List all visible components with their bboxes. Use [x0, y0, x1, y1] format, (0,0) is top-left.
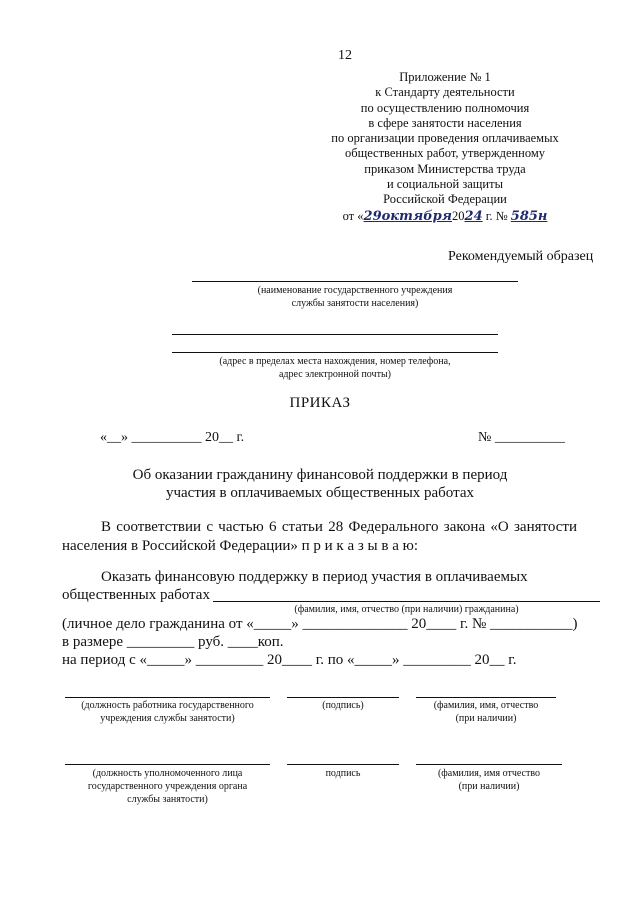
institution-caption: (наименование государственного учреждения службы занятости населения) [257, 285, 453, 309]
page-number: 12 [338, 48, 352, 63]
authorized-signature-line [287, 764, 399, 765]
employee-position-caption: (должность работника государственного учреждения службы занятости) [81, 700, 254, 724]
employee-fio-line [416, 697, 556, 698]
basis-line-2: населения в Российской Федерации» п р и к а з ы в а ю: [62, 538, 418, 554]
date-suffix: г. № [482, 208, 511, 223]
employee-fio-caption: (фамилия, имя, отчество (при наличии) [433, 700, 539, 724]
appendix-line: общественных работ, утвержденному [344, 146, 546, 161]
handwritten-month: октября [381, 208, 453, 224]
decision-line-4: в размере _________ руб. ____коп. [62, 634, 284, 650]
order-number-field: № __________ [478, 430, 565, 445]
appendix-date-line [290, 209, 600, 224]
handwritten-day: 29 [363, 208, 382, 224]
appendix-block [290, 70, 600, 224]
authorized-fio-caption: (фамилия, имя отчество (при наличии) [437, 768, 541, 792]
order-title: ПРИКАЗ [289, 395, 351, 411]
date-year-prefix: 20 [452, 208, 465, 223]
decision-line-1: Оказать финансовую поддержку в период участия в оплачиваемых [101, 569, 528, 585]
order-subject: Об оказании гражданину финансовой поддержки в период участия в оплачиваемых общественных работах [132, 467, 508, 501]
appendix-line: Российской Федерации [383, 192, 507, 207]
authorized-position-line [65, 764, 270, 765]
institution-name-line [192, 281, 518, 282]
appendix-line: по осуществлению полномочия [360, 100, 530, 115]
citizen-fio-line [213, 601, 600, 602]
authorized-position-caption: (должность уполномоченного лица государственного учреждения органа службы занятости) [87, 768, 248, 805]
date-prefix: от « [342, 208, 364, 223]
decision-line-5: на период с «_____» _________ 20____ г. по «_____» _________ 20__ г. [62, 652, 517, 668]
authorized-signature-caption: подпись [325, 768, 361, 779]
recommended-sample-label: Рекомендуемый образец [448, 249, 594, 264]
address-caption: (адрес в пределах места нахождения, номер телефона, адрес электронной почты) [219, 356, 451, 380]
employee-position-line [65, 697, 270, 698]
employee-signature-line [287, 697, 399, 698]
appendix-line: приказом Министерства труда [364, 161, 526, 176]
appendix-line: в сфере занятости населения [368, 115, 522, 130]
decision-line-3: (личное дело гражданина от «_____» ______________ 20____ г. № ___________) [62, 616, 578, 632]
order-date-field: «__» __________ 20__ г. [100, 430, 245, 445]
handwritten-order-number: 585н [510, 208, 548, 224]
decision-line-2: общественных работах [62, 587, 210, 603]
appendix-line: и социальной защиты [386, 177, 503, 192]
address-line-2 [172, 352, 498, 353]
authorized-fio-line [416, 764, 562, 765]
appendix-line: по организации проведения оплачиваемых [331, 131, 559, 146]
basis-line-1: В соответствии с частью 6 статьи 28 Федерального закона «О занятости [101, 519, 577, 535]
citizen-fio-caption: (фамилия, имя, отчество (при наличии) гражданина) [294, 604, 519, 615]
handwritten-year: 24 [464, 208, 483, 224]
appendix-line: к Стандарту деятельности [375, 85, 515, 100]
address-line-1 [172, 334, 498, 335]
appendix-line: Приложение № 1 [399, 70, 491, 84]
employee-signature-caption: (подпись) [322, 700, 364, 711]
